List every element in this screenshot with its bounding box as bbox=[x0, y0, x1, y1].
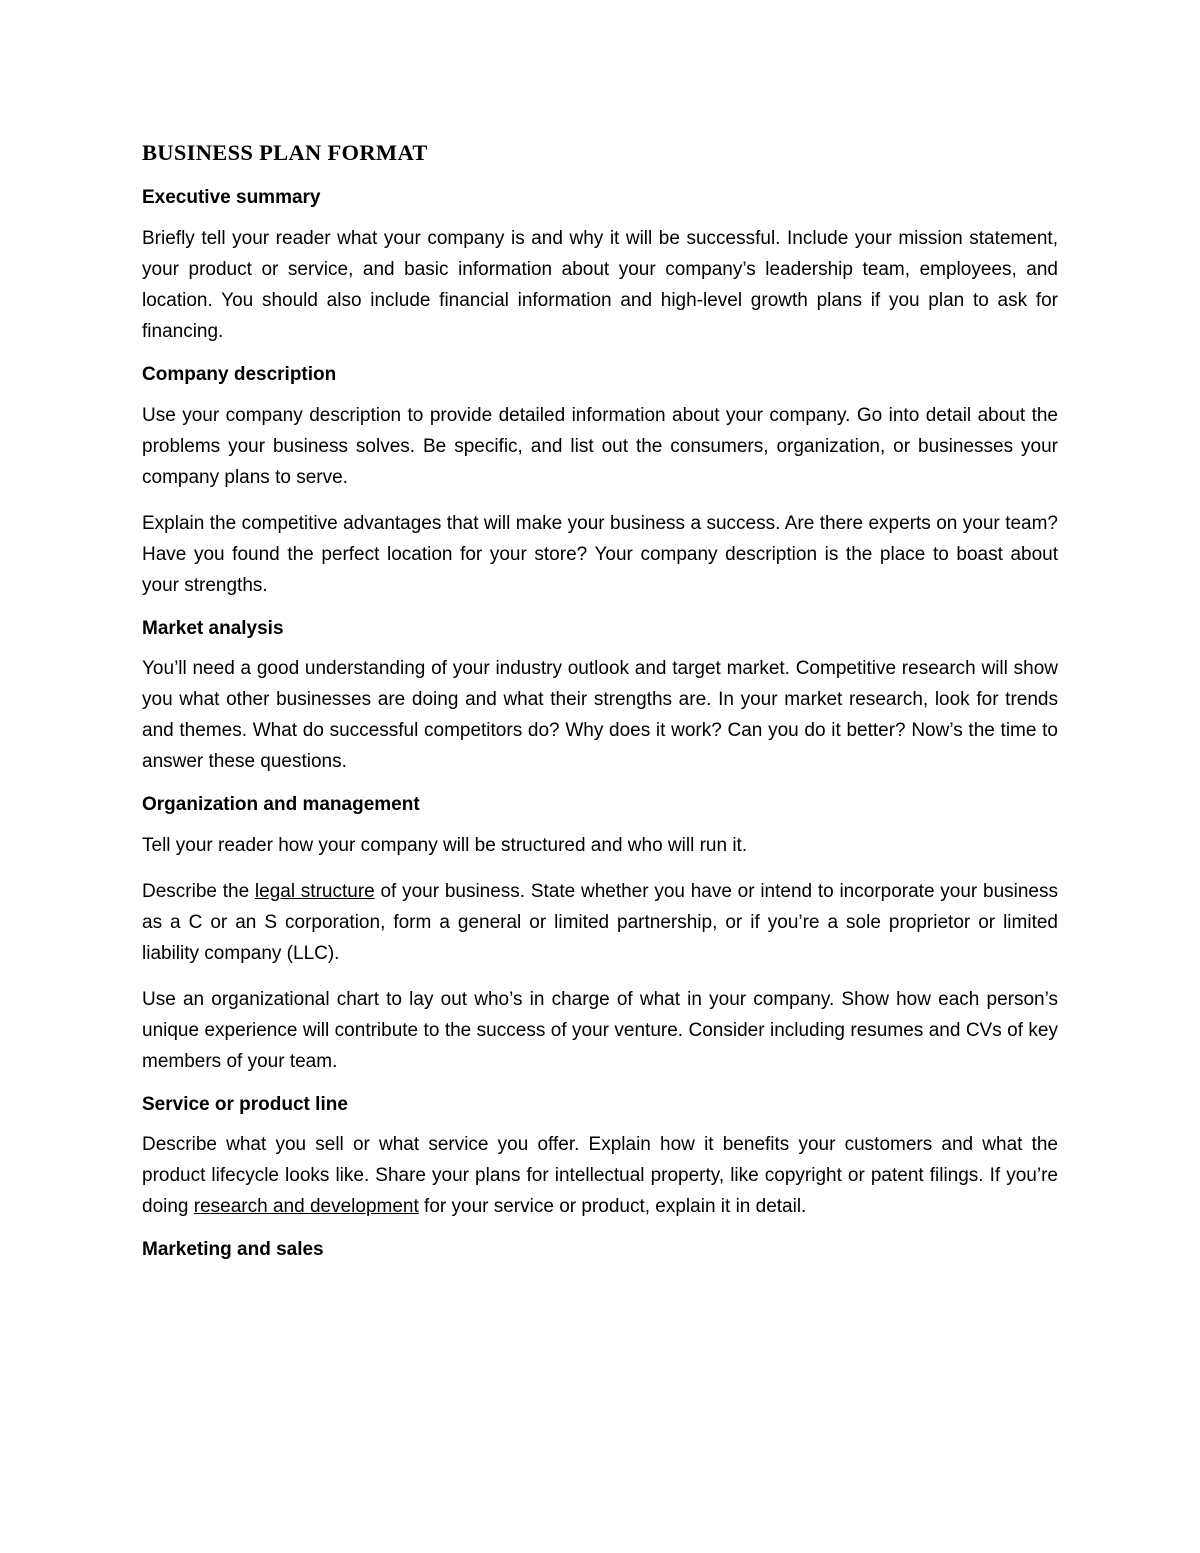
paragraph bbox=[142, 876, 1058, 969]
heading-marketing-sales: Marketing and sales bbox=[142, 1239, 324, 1261]
heading-market-analysis: Market analysis bbox=[142, 617, 284, 639]
paragraph: Briefly tell your reader what your company is and why it will be successful. Include your mission statement, your product or service, and basic information about your company’s leadership team, employees, and location. You should also include financial information and high-level growth plans if you plan to ask for financing. bbox=[142, 227, 1058, 342]
paragraph: You’ll need a good understanding of your industry outlook and target market. Competitive research will show you what other businesses are doing and what their strengths are. In your market research, look for trends and themes. What do successful competitors do? Why does it work? Can you do it better? Now’s the time to answer these questions. bbox=[142, 658, 1058, 773]
paragraph-text: Describe the bbox=[142, 880, 255, 902]
paragraph: Explain the competitive advantages that will make your business a success. Are there experts on your team? Have you found the perfect location for your store? Your company description is the place to boast about your strengths. bbox=[142, 512, 1058, 596]
document-title: BUSINESS PLAN FORMAT bbox=[142, 140, 428, 165]
heading-organization-management: Organization and management bbox=[142, 794, 420, 816]
paragraph-text: for your service or product, explain it in detail. bbox=[418, 1196, 807, 1218]
paragraph: Use your company description to provide detailed information about your company. Go into detail about the problems your business solves. Be specific, and list out the consumers, organization, or businesses your company plans to serve. bbox=[142, 404, 1058, 488]
paragraph-text: of your business. State whether you have or intend to incorporate your business as a C or an S corporation, form a general or limited partnership, or if you’re a sole proprietor or limited liability company (LLC). bbox=[142, 880, 1058, 964]
research-development-link[interactable]: research and development bbox=[193, 1196, 419, 1218]
paragraph-text: Describe what you sell or what service you offer. Explain how it benefits your customers and what the product lifecycle looks like. Share your plans for intellectual property, like copyright or patent filings. If you’re doing bbox=[142, 1134, 1058, 1218]
paragraph bbox=[142, 1129, 1058, 1222]
heading-executive-summary: Executive summary bbox=[142, 187, 321, 209]
legal-structure-link[interactable]: legal structure bbox=[254, 880, 375, 902]
heading-service-product-line: Service or product line bbox=[142, 1093, 348, 1115]
heading-company-description: Company description bbox=[142, 363, 337, 385]
document-body bbox=[142, 138, 1058, 1275]
paragraph: Tell your reader how your company will be structured and who will run it. bbox=[142, 834, 748, 856]
paragraph: Use an organizational chart to lay out who’s in charge of what in your company. Show how each person’s unique experience will contribute to the success of your venture. Consider including resumes and CVs of key members of your team. bbox=[142, 988, 1058, 1072]
